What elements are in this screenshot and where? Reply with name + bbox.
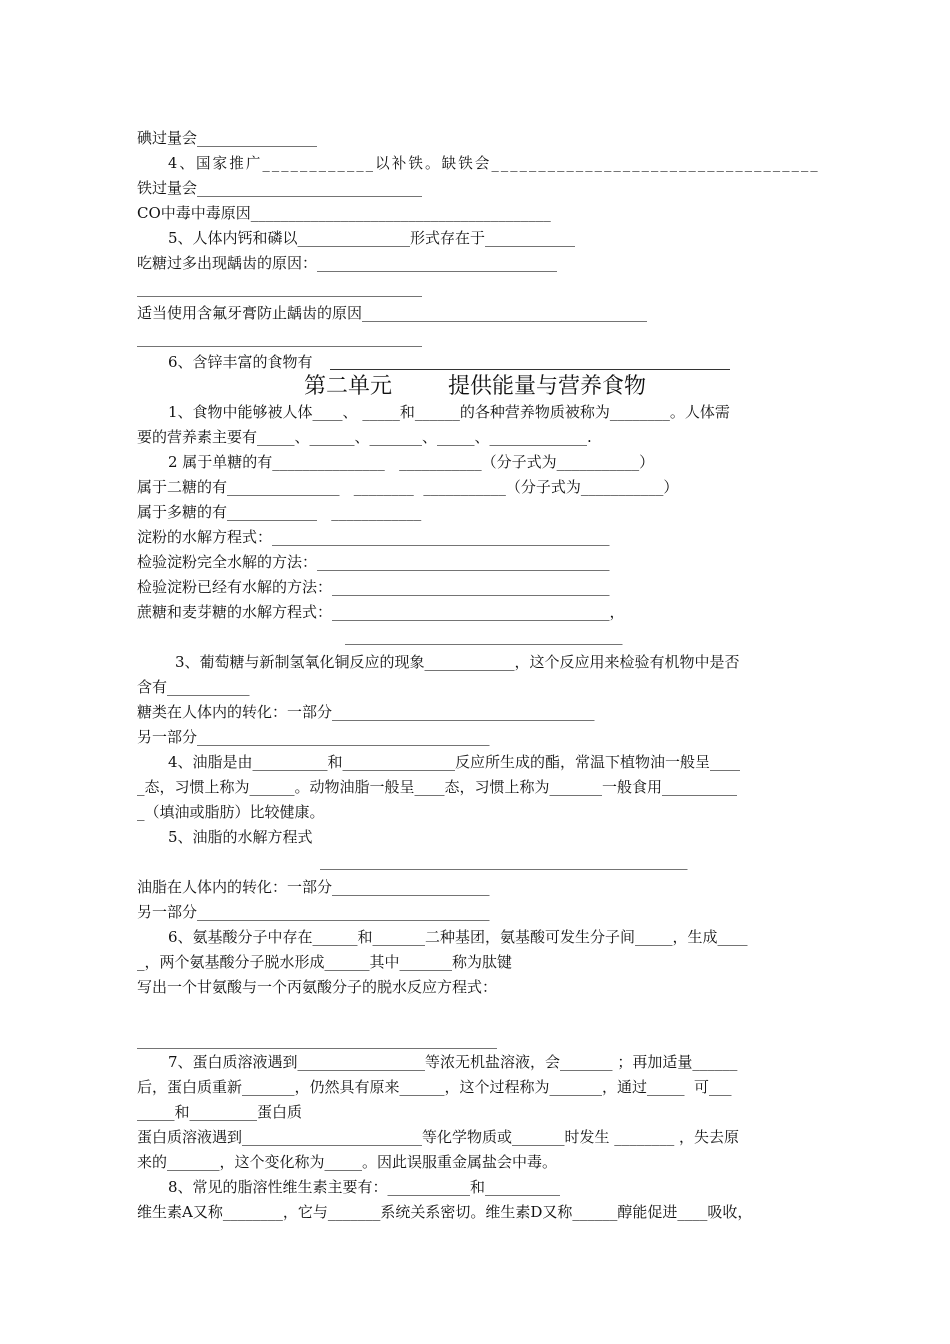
text-line: 属于二糖的有_______________ ________ ___________（分子式为___________）	[137, 478, 679, 496]
text-line: _____________________________________	[345, 627, 623, 645]
text-line: 6、氨基酸分子中存在______和_______二种基团，氨基酸可发生分子间_____，生成____	[168, 928, 748, 946]
text-line: 碘过量会________________	[137, 129, 318, 147]
text-line: 1、食物中能够被人体____、 _____和______的各种营养物质被称为________。人体需	[168, 403, 730, 421]
text-line: 8、常见的脂溶性维生素主要有：___________和__________	[168, 1178, 561, 1196]
text-line: 4、国家推广____________以补铁。缺铁会___________________________________	[168, 154, 820, 172]
text-line: 要的营养素主要有_____、______、_______、_____、_____________.	[137, 428, 592, 446]
text-line: _________________________________________________	[320, 852, 688, 870]
text-line: 维生素A又称________，它与_______系统关系密切。维生素D又称______醇能促进____吸收，	[137, 1203, 753, 1221]
text-line: 油脂在人体内的转化：一部分_____________________	[137, 878, 490, 896]
text-line: 吃糖过多出现龋齿的原因：________________________________	[137, 254, 558, 272]
text-line: 铁过量会______________________________	[137, 179, 423, 197]
text-line: ______________________________________	[137, 279, 422, 297]
text-line: 5、油脂的水解方程式	[168, 828, 313, 846]
text-line: 7、蛋白质溶液遇到_________________等浓无机盐溶液，会_______ ；再加适量______	[168, 1053, 738, 1071]
text-line: 蛋白质溶液遇到________________________等化学物质或_______时发生 ________ ，失去原	[137, 1128, 740, 1146]
text-line: 5、人体内钙和磷以_______________形式存在于____________	[168, 229, 576, 247]
text-line: 检验淀粉完全水解的方法：_______________________________________	[137, 553, 610, 571]
text-line: 3、葡萄糖与新制氢氧化铜反应的现象____________，这个反应用来检验有机物中是否	[175, 653, 740, 671]
text-line: ______________________________________	[137, 329, 422, 347]
text-line: 写出一个甘氨酸与一个丙氨酸分子的脱水反应方程式：	[137, 978, 498, 996]
text-line: 另一部分_______________________________________	[137, 903, 490, 921]
text-line: 含有___________	[137, 678, 250, 696]
text-line: 2 属于单糖的有_______________ ___________（分子式为___________）	[168, 453, 655, 471]
text-line: 4、油脂是由__________和_______________反应所生成的酯，常温下植物油一般呈____	[168, 753, 741, 771]
answer-line	[330, 369, 730, 370]
text-line: 属于多糖的有____________ ____________	[137, 503, 422, 521]
text-line: 后，蛋白质重新_______，仍然具有原来______，这个过程称为_______，通过_____ 可___	[137, 1078, 732, 1096]
text-line: 蔗糖和麦芽糖的水解方程式：_____________________________________，	[137, 603, 625, 621]
text-line: 糖类在人体内的转化：一部分___________________________________	[137, 703, 595, 721]
text-line: 适当使用含氟牙膏防止龋齿的原因______________________________________	[137, 304, 648, 322]
text-line: 6、含锌丰富的食物有	[168, 353, 313, 371]
text-line: _态，习惯上称为______。动物油脂一般呈____态，习惯上称为_______一般食用__________	[137, 778, 738, 796]
text-line: _，两个氨基酸分子脱水形成______其中_______称为肽键	[137, 953, 513, 971]
text-line: CO中毒中毒原因________________________________________	[137, 204, 551, 222]
text-line: 检验淀粉已经有水解的方法：_____________________________________	[137, 578, 610, 596]
text-line: ________________________________________________	[137, 1031, 497, 1049]
text-line: 另一部分_______________________________________	[137, 728, 490, 746]
text-line: _____和_________蛋白质	[137, 1103, 303, 1121]
text-line: 淀粉的水解方程式：_____________________________________________	[137, 528, 610, 546]
text-line: _（填油或脂肪）比较健康。	[137, 803, 325, 821]
section-title: 第二单元 提供能量与营养食物	[304, 374, 646, 399]
text-line: 来的_______，这个变化称为_____。因此误服重金属盐会中毒。	[137, 1153, 558, 1171]
